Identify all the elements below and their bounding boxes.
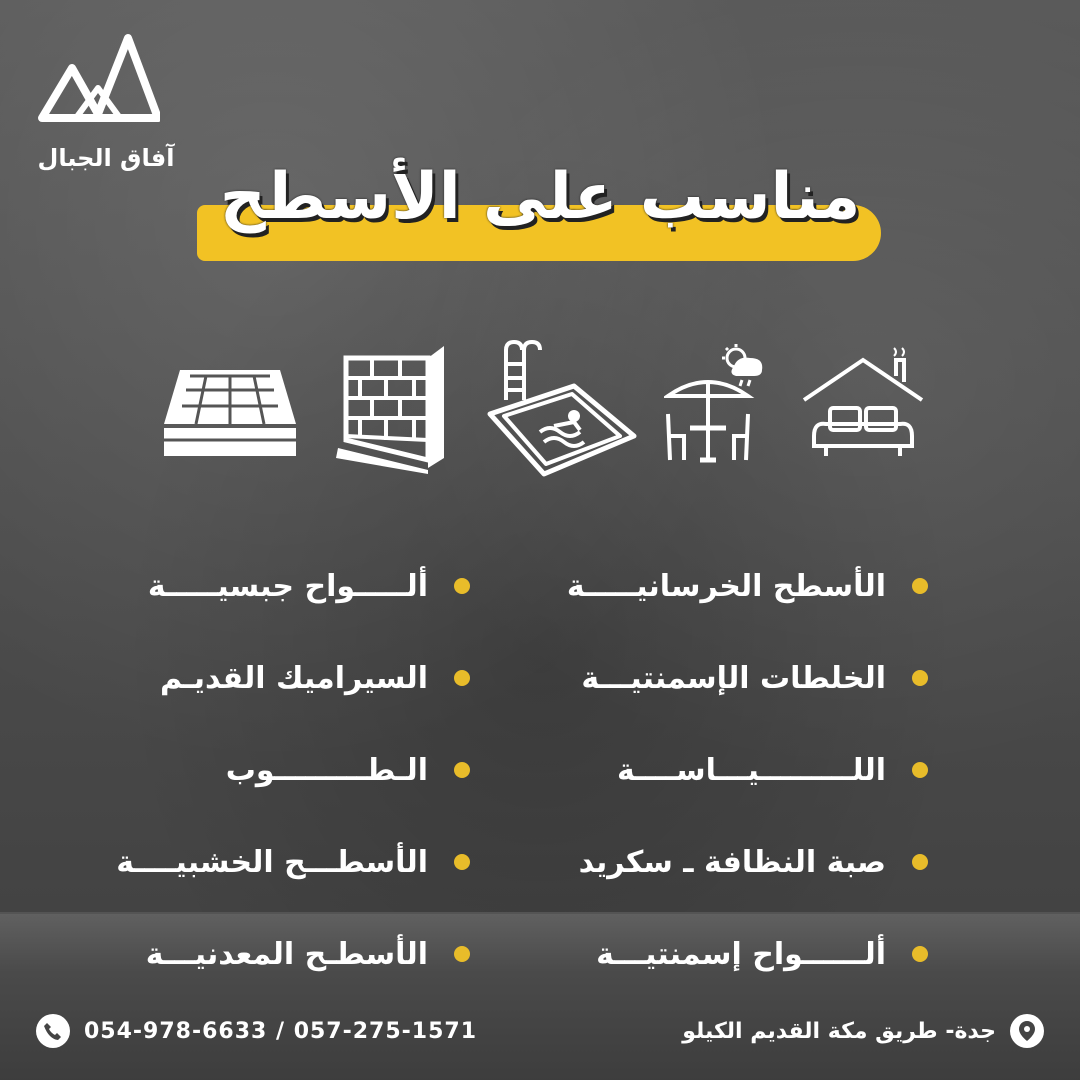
brand-name: آفاق الجبال xyxy=(37,144,175,172)
list-item-label: الأسطـــح الخشبيــــة xyxy=(116,844,428,880)
house-sofa-icon xyxy=(800,346,926,460)
list-item-label: الـطـــــــــوب xyxy=(225,752,428,788)
list-item xyxy=(0,724,470,816)
list-item-label: الخلطات الإسمنتيـــة xyxy=(581,660,886,696)
bullet-dot xyxy=(454,670,470,686)
list-item-label: صبة النظافة ـ سكريد xyxy=(578,844,886,880)
list-item xyxy=(0,816,470,908)
mountain-logo-icon xyxy=(36,28,160,124)
list-item-label: اللـــــــــيـــاســــة xyxy=(616,752,886,788)
list-item xyxy=(460,540,930,632)
bullet-dot xyxy=(454,946,470,962)
list-item xyxy=(460,816,930,908)
phone-block xyxy=(36,1014,477,1048)
floor-tiles-icon xyxy=(160,366,300,462)
brick-wall-icon xyxy=(332,340,452,476)
patio-umbrella-table-icon xyxy=(664,344,774,466)
bullet-dot xyxy=(454,854,470,870)
brand-logo xyxy=(30,28,175,172)
list-item xyxy=(0,632,470,724)
swimming-pool-icon xyxy=(484,340,640,480)
headline-title: مناسب على الأسطح xyxy=(219,160,861,234)
list-item-label: ألــــــواح إسمنتيـــة xyxy=(596,936,886,972)
list-item-label: ألـــــواح جبسيـــــة xyxy=(147,568,428,604)
right-column-list xyxy=(460,540,930,1000)
list-item xyxy=(460,724,930,816)
location-pin-icon xyxy=(1010,1014,1044,1048)
list-item-label: الأسطح الخرسانيـــــة xyxy=(566,568,886,604)
phone-numbers[interactable]: 054-978-6633 / 057-275-1571 xyxy=(84,1018,478,1044)
phone-call-icon xyxy=(36,1014,70,1048)
bullet-dot xyxy=(912,670,928,686)
list-item xyxy=(0,540,470,632)
address-block xyxy=(682,1014,1044,1048)
bullet-dot xyxy=(912,946,928,962)
bullet-dot xyxy=(912,762,928,778)
bullet-dot xyxy=(912,578,928,594)
list-item-label: الأسطـح المعدنيـــة xyxy=(145,936,428,972)
left-column-list xyxy=(0,540,470,1000)
bullet-dot xyxy=(454,762,470,778)
list-item xyxy=(460,908,930,1000)
list-item-label: السيراميك القديـم xyxy=(160,660,428,696)
list-item xyxy=(460,632,930,724)
bullet-dot xyxy=(912,854,928,870)
list-item xyxy=(0,908,470,1000)
address-text: جدة- طريق مكة القديم الكيلو xyxy=(682,1018,996,1044)
bullet-dot xyxy=(454,578,470,594)
